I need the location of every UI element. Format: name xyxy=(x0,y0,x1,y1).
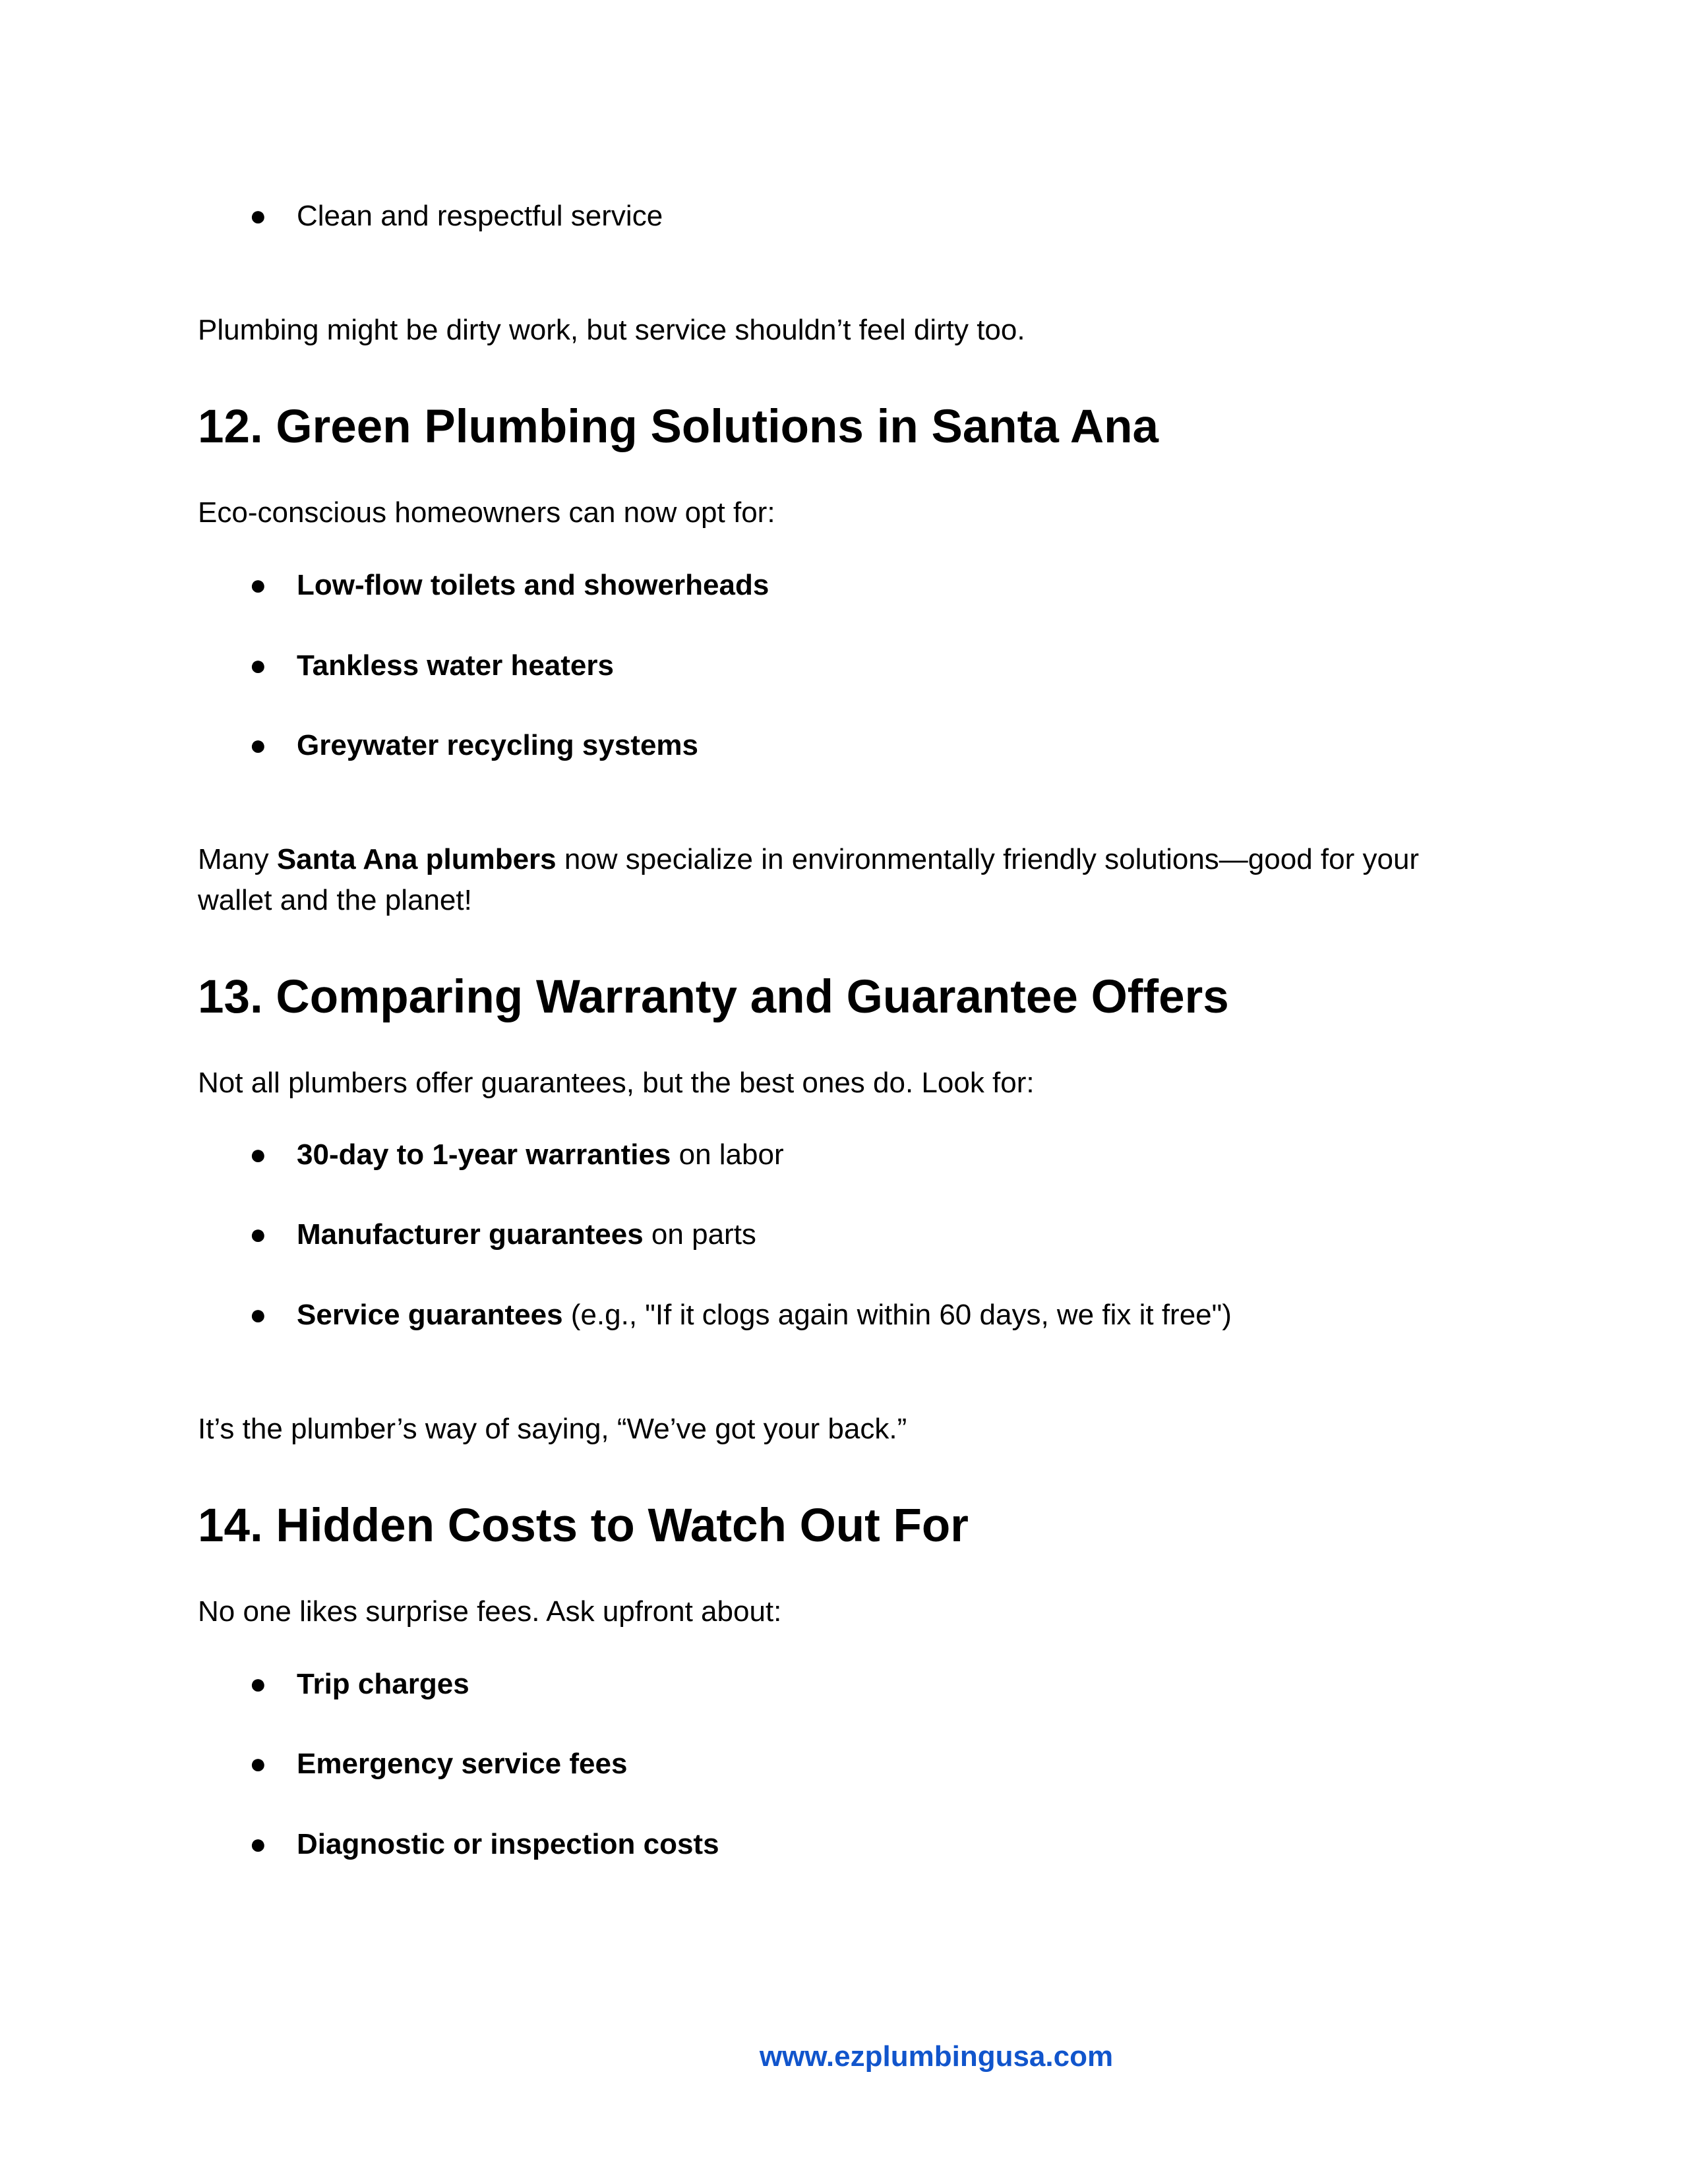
paragraph-text: Many xyxy=(198,843,277,875)
paragraph: Eco-conscious homeowners can now opt for: xyxy=(198,496,775,529)
bullet-icon: ● xyxy=(249,1218,267,1251)
bullet-icon: ● xyxy=(249,1828,267,1860)
list-item-text: Trip charges xyxy=(297,1668,469,1700)
list-item-text: Tankless water heaters xyxy=(297,649,614,682)
section-heading-13: 13. Comparing Warranty and Guarantee Offers xyxy=(198,971,1229,1023)
bullet-icon: ● xyxy=(249,1138,267,1171)
website-link[interactable]: www.ezplumbingusa.com xyxy=(759,2040,1114,2073)
paragraph: No one likes surprise fees. Ask upfront about: xyxy=(198,1595,782,1628)
list-item-text: Clean and respectful service xyxy=(297,200,663,232)
section-heading-14: 14. Hidden Costs to Watch Out For xyxy=(198,1500,969,1552)
list-item-emphasis: Service guarantees xyxy=(297,1299,563,1331)
paragraph xyxy=(198,839,1490,921)
list-item-text xyxy=(297,1215,756,1254)
list-item-text xyxy=(297,1135,784,1175)
list-item-text xyxy=(297,1295,1232,1335)
list-item-rest: on parts xyxy=(643,1218,756,1251)
section-heading-12: 12. Green Plumbing Solutions in Santa Ana xyxy=(198,401,1159,453)
bullet-icon: ● xyxy=(249,200,267,232)
bullet-icon: ● xyxy=(249,729,267,761)
list-item-text: Diagnostic or inspection costs xyxy=(297,1828,719,1860)
paragraph-text: now specialize in environmentally friendly solutions—good for your wallet and the planet! xyxy=(198,843,1420,916)
list-item-emphasis: 30-day to 1-year warranties xyxy=(297,1138,671,1171)
paragraph: Plumbing might be dirty work, but service shouldn’t feel dirty too. xyxy=(198,314,1025,346)
bullet-icon: ● xyxy=(249,1668,267,1700)
list-item-rest: (e.g., "If it clogs again within 60 days, we fix it free") xyxy=(562,1299,1232,1331)
list-item-text: Low-flow toilets and showerheads xyxy=(297,569,769,601)
list-item-text: Emergency service fees xyxy=(297,1748,628,1780)
list-item-text: Greywater recycling systems xyxy=(297,729,699,761)
bullet-icon: ● xyxy=(249,649,267,682)
bullet-icon: ● xyxy=(249,569,267,601)
footer xyxy=(0,2037,1688,2077)
paragraph: Not all plumbers offer guarantees, but the best ones do. Look for: xyxy=(198,1067,1035,1099)
bullet-icon: ● xyxy=(249,1748,267,1780)
list-item-emphasis: Manufacturer guarantees xyxy=(297,1218,644,1251)
list-item-rest: on labor xyxy=(671,1138,784,1171)
bullet-icon: ● xyxy=(249,1299,267,1331)
paragraph: It’s the plumber’s way of saying, “We’ve got your back.” xyxy=(198,1413,907,1445)
paragraph-emphasis: Santa Ana plumbers xyxy=(276,843,557,875)
document-page xyxy=(198,0,1490,2184)
